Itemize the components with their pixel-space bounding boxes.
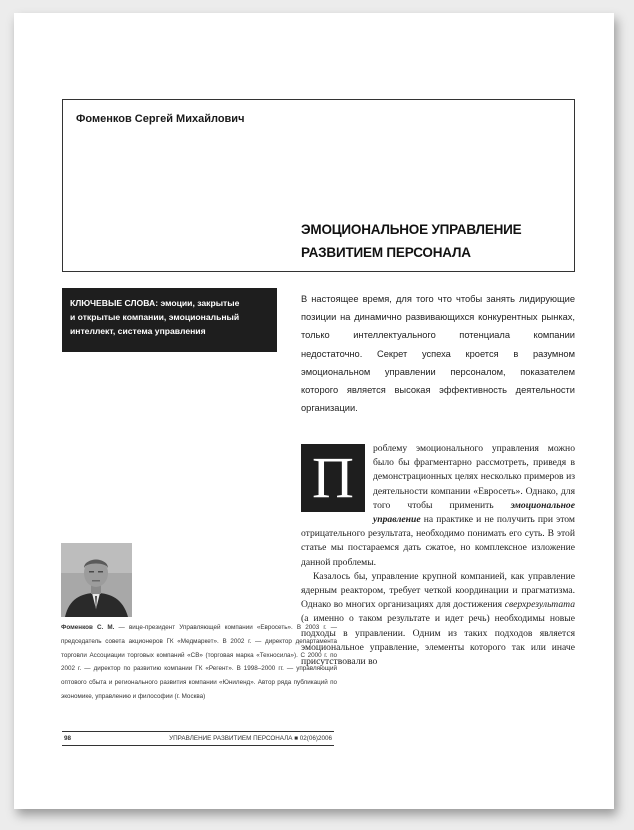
author-caption (61, 621, 337, 704)
body-p1-text-a: роблему эмоционального управления можно было бы фрагментарно рассмотреть, приведя в демонстрационных целях несколько примеров из деятельности компании «Евросеть». Однако, для того чтобы применить (373, 443, 575, 511)
page-footer (62, 731, 334, 746)
article-body (301, 442, 575, 669)
keywords-line-3: интеллект, система управления (70, 326, 206, 336)
keywords-line-1: КЛЮЧЕВЫЕ СЛОВА: эмоции, закрытые (70, 298, 240, 308)
lead-paragraph: В настоящее время, для того что чтобы занять лидирующие позиции на динамично развивающихся конкурентных рынках, только интеллектуального потенциала компании недостаточно. Секрет успеха кроется в разумном эмоциональном управлении персоналом, показателем которого является высокая эффективность деятельности организации. (301, 294, 575, 414)
magazine-page (14, 13, 614, 809)
author-photo (61, 543, 132, 617)
keywords-line-2: и открытые компании, эмоциональный (70, 312, 240, 322)
article-title (301, 218, 521, 264)
keywords-box (62, 288, 277, 352)
caption-text: — вице-президент Управляющей компании «Евросеть». В 2003 г. — председатель совета акционеров ГК «Медмаркет». В 2002 г. — директор департамента торговли Ассоциации торговых компаний «СВ» (торговая марка «Техносила»). С 2000 г. по 2002 г. — директор по развитию компании ГК «Регент». В 1998–2000 гг. — управляющий оптового сбыта и регионального развития компании «Юниленд». Автор ряда публикаций по экономике, управлению и философии (г. Москва) (61, 624, 338, 700)
page-number: 98 (64, 735, 72, 742)
body-paragraph-1 (301, 442, 575, 570)
body-p1-emphasis: эмоциональное управление (373, 499, 575, 526)
title-box (62, 99, 575, 272)
title-line-1: ЭМОЦИОНАЛЬНОЕ УПРАВЛЕНИЕ (301, 222, 522, 237)
body-p2-emphasis: сверхрезультата (504, 599, 575, 611)
caption-name: Фоменков С. М. (61, 624, 115, 631)
body-p1-text-b: на практике и не получить при этом отрицательного результата, необходимо понимать его суть. В этой статье мы постараемся дать сжатое, но комплексное изложение данной проблемы. (301, 514, 575, 568)
title-line-2: РАЗВИТИЕМ ПЕРСОНАЛА (301, 245, 471, 260)
body-p2-text-b: (а именно о таком результате и идет речь) необходимы новые подходы в управлении. Одним из таких подходов является эмоциональное управление, элементы которого так или иначе присутствовали во (301, 613, 575, 668)
body-paragraph-2 (301, 570, 575, 669)
drop-cap: П (301, 444, 365, 512)
author-name: Фоменков Сергей Михайлович (76, 113, 245, 125)
journal-issue: УПРАВЛЕНИЕ РАЗВИТИЕМ ПЕРСОНАЛА ■ 02(06)2006 (169, 735, 332, 742)
body-p2-text-a: Казалось бы, управление крупной компанией, как управление ядерным реактором, требует четкой координации и прагматизма. Однако во многих организациях для достижения (301, 570, 575, 611)
